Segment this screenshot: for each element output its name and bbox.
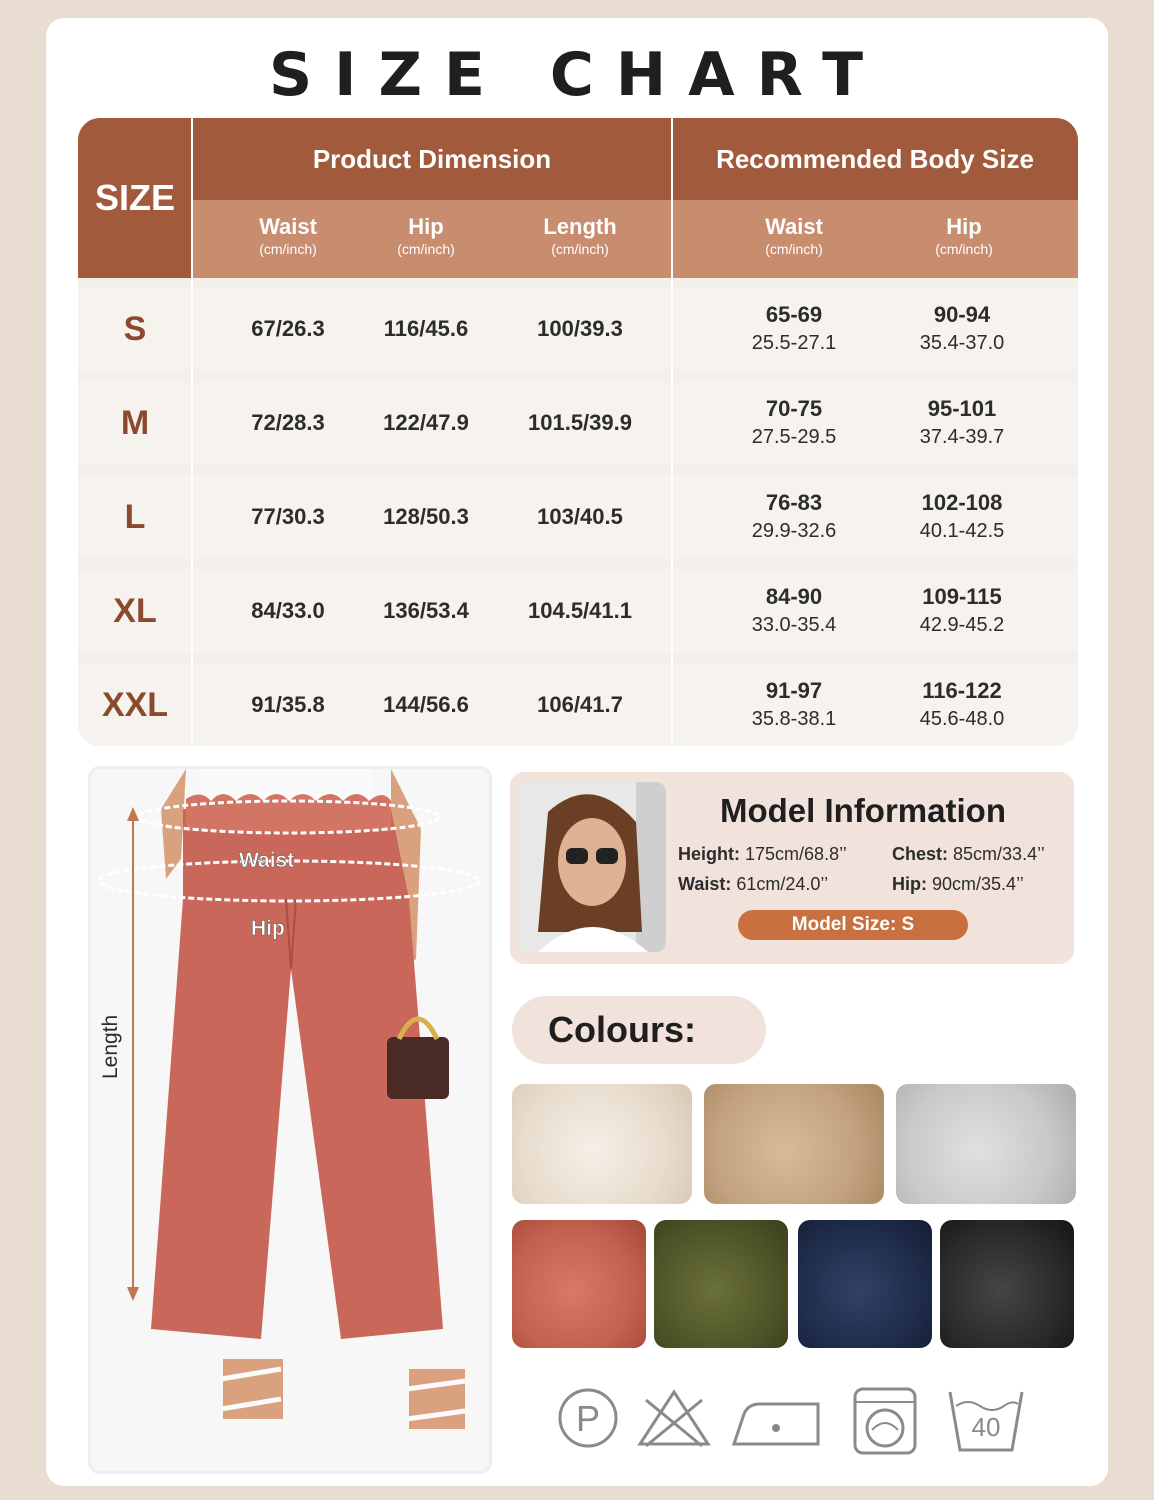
professional-dry-clean-icon: [556, 1386, 620, 1450]
model-information-panel: [510, 772, 1074, 964]
pants-drawing: [91, 769, 492, 1474]
waist-cell: 67/26.3: [251, 316, 325, 341]
table-row: [78, 570, 1078, 652]
table-row: [78, 476, 1078, 558]
body-waist-cell: 65-69 25.5-27.1: [751, 302, 837, 354]
colour-swatch-rust[interactable]: [512, 1220, 646, 1348]
body-hip-cell: 90-94 35.4-37.0: [919, 302, 1005, 354]
length-cell: 103/40.5: [537, 504, 623, 529]
hip-cell: 144/56.6: [383, 692, 469, 717]
column-divider: [671, 118, 673, 746]
size-cell: L: [124, 497, 146, 536]
hip-cell: 128/50.3: [383, 504, 469, 529]
table-row: [78, 664, 1078, 746]
body-hip-cell: 116-122 45.6-48.0: [919, 678, 1005, 730]
body-hip-cell: 102-108 40.1-42.5: [919, 490, 1005, 542]
size-cell: XL: [113, 591, 157, 630]
body-hip-cell: 109-115 42.9-45.2: [919, 584, 1005, 636]
model-portrait: [518, 782, 666, 952]
wash-temperature: 40: [971, 1412, 1001, 1442]
col-header-length: Length (cm/inch): [543, 214, 617, 257]
col-header-hip: Hip (cm/inch): [397, 214, 455, 257]
waist-cell: 72/28.3: [251, 410, 325, 435]
tumble-dry-icon: [852, 1386, 918, 1456]
table-row: [78, 288, 1078, 370]
model-chest: Chest: 85cm/33.4’’: [892, 844, 1045, 864]
body-waist-cell: 91-97 35.8-38.1: [751, 678, 837, 730]
table-row: [78, 382, 1078, 464]
col-header-body-hip: Hip (cm/inch): [935, 214, 993, 257]
iron-icon: [730, 1386, 822, 1450]
hip-cell: 122/47.9: [383, 410, 469, 435]
product-dimension-header: Product Dimension: [192, 118, 672, 200]
model-hip: Hip: 90cm/35.4’’: [892, 874, 1024, 894]
waist-cell: 91/35.8: [251, 692, 325, 717]
colours-label: Colours:: [512, 996, 766, 1064]
length-cell: 100/39.3: [537, 316, 623, 341]
model-photo: [518, 782, 666, 952]
svg-text:P: P: [575, 1398, 601, 1439]
do-not-bleach-icon: [636, 1386, 712, 1450]
body-waist-cell: 84-90 33.0-35.4: [751, 584, 837, 636]
model-waist: Waist: 61cm/24.0’’: [678, 874, 829, 894]
model-height: Height: 175cm/68.8’’: [678, 844, 847, 864]
waist-measure-label: Waist: [239, 849, 295, 872]
size-cell: S: [123, 309, 147, 348]
colour-swatch-beige[interactable]: [512, 1084, 692, 1204]
length-measure-label: Length: [99, 1014, 122, 1079]
hip-cell: 136/53.4: [383, 598, 469, 623]
column-divider: [191, 118, 193, 746]
size-table: [78, 118, 1078, 746]
body-waist-cell: 70-75 27.5-29.5: [751, 396, 837, 448]
body-waist-cell: 76-83 29.9-32.6: [751, 490, 837, 542]
waist-cell: 84/33.0: [251, 598, 325, 623]
colour-swatch-navy[interactable]: [798, 1220, 932, 1348]
recommended-body-size-header: Recommended Body Size: [672, 118, 1078, 200]
hip-cell: 116/45.6: [383, 316, 469, 341]
hip-measure-label: Hip: [251, 917, 285, 940]
size-cell: XXL: [101, 685, 169, 724]
size-cell: M: [120, 403, 150, 442]
col-header-waist: Waist (cm/inch): [259, 214, 317, 257]
col-header-body-waist: Waist (cm/inch): [765, 214, 823, 257]
length-cell: 101.5/39.9: [528, 410, 632, 435]
model-size-badge: Model Size: S: [738, 910, 968, 940]
page-title: SIZE CHART: [268, 40, 886, 110]
waist-cell: 77/30.3: [251, 504, 325, 529]
size-column-header: SIZE: [78, 118, 192, 278]
colour-swatch-khaki[interactable]: [704, 1084, 884, 1204]
colour-swatch-black[interactable]: [940, 1220, 1074, 1348]
model-info-title: Model Information: [720, 792, 1006, 829]
colour-swatch-olive[interactable]: [654, 1220, 788, 1348]
pants-illustration: [88, 766, 492, 1474]
length-cell: 104.5/41.1: [528, 598, 632, 623]
colour-swatch-grey[interactable]: [896, 1084, 1076, 1204]
body-hip-cell: 95-101 37.4-39.7: [919, 396, 1005, 448]
length-cell: 106/41.7: [537, 692, 623, 717]
